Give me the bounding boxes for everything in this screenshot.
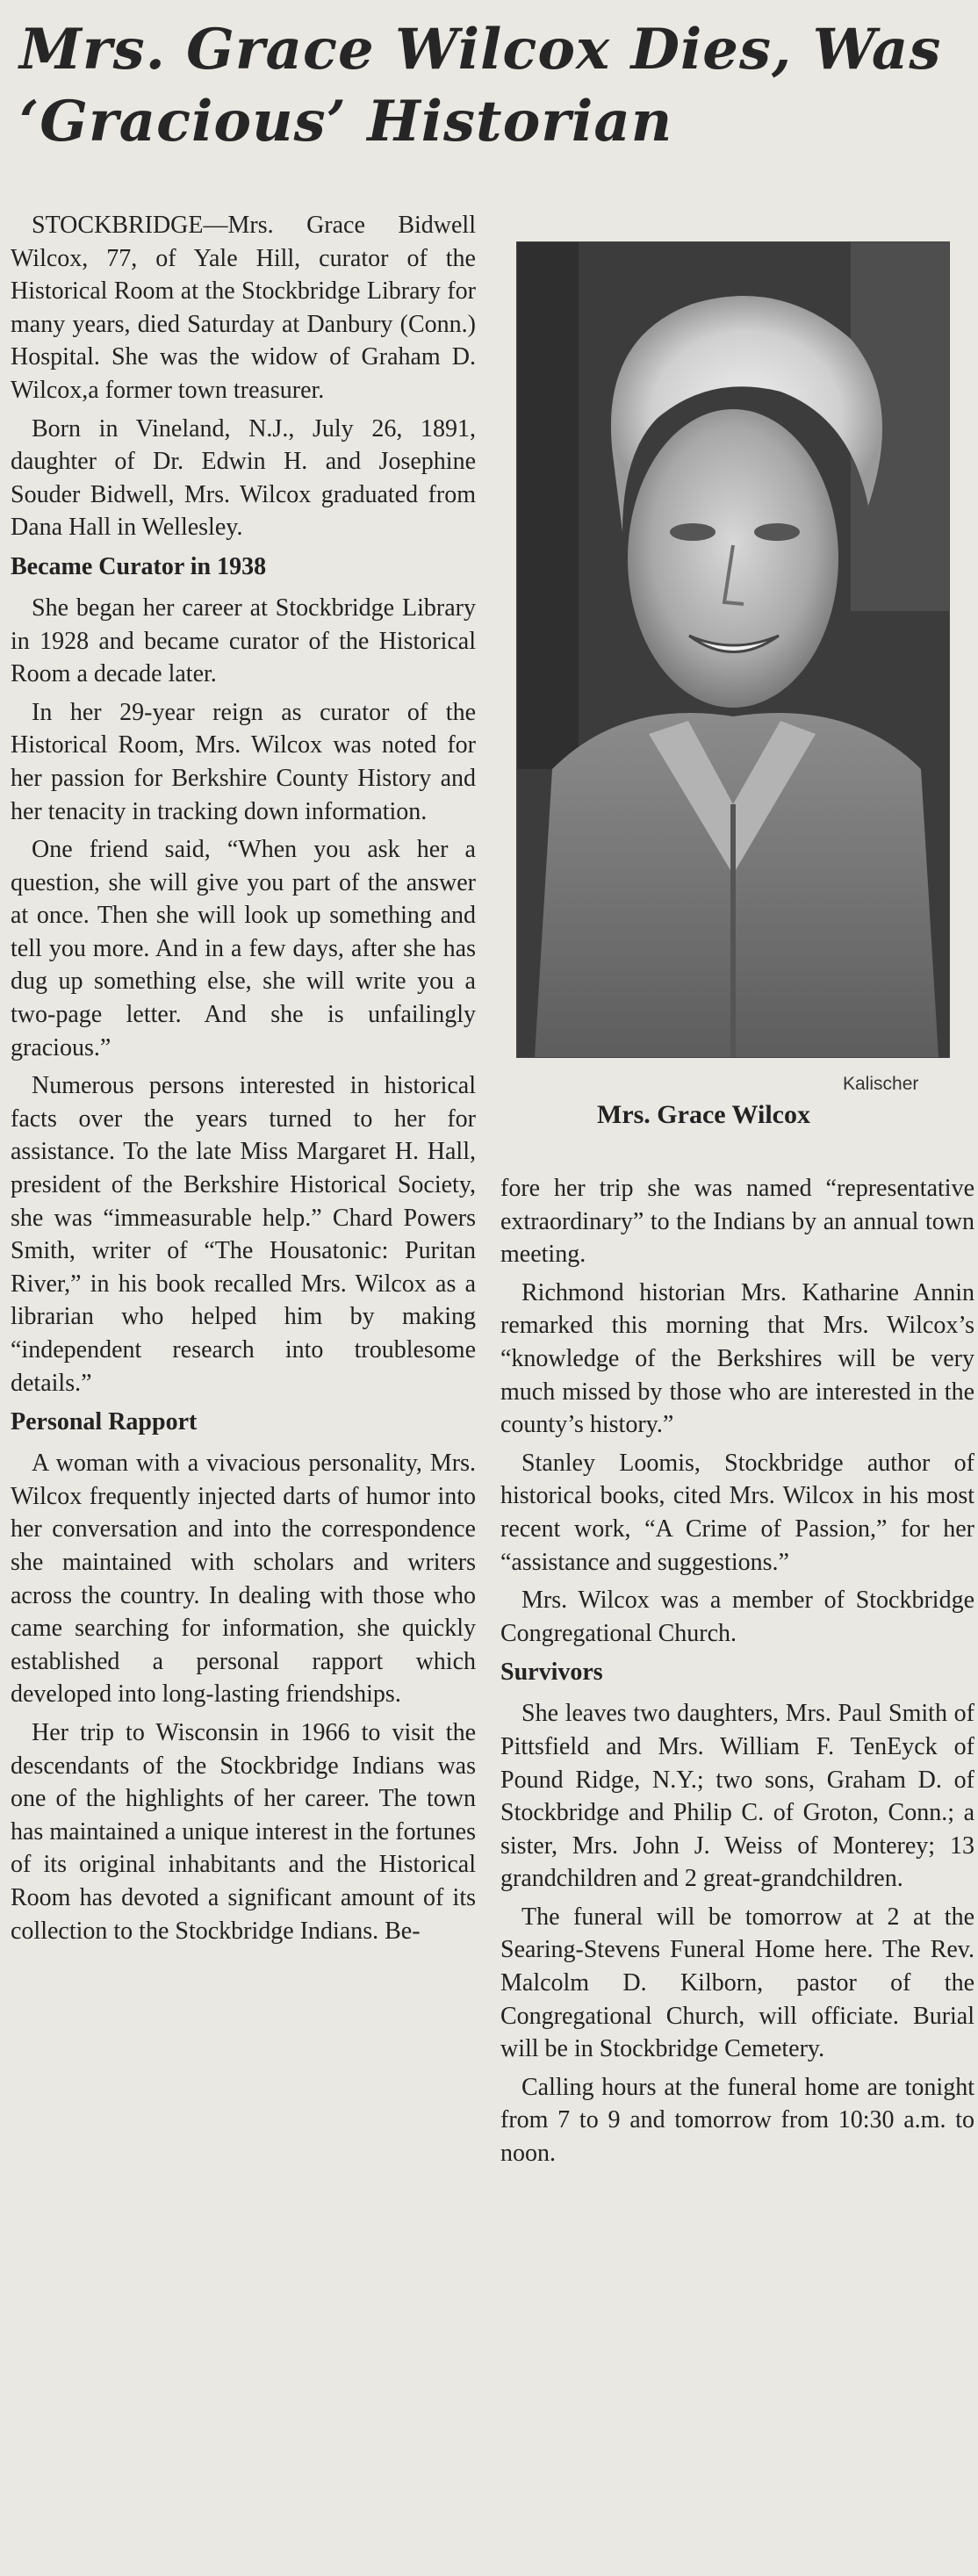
paragraph: Calling hours at the funeral home are tonight from 7 to 9 and tomorrow from 10:30 a.m. to noon. bbox=[500, 2073, 974, 2168]
paragraph: Numerous persons interested in historical facts over the years turned to her for assistance. To the late Miss Margaret H. Hall, president of the Berkshire Historical Society, she was “immeasurable help.” Chard Powers Smith, writer of “The Housatonic: Puritan River,” in his book recalled Mrs. Wilcox as a librarian who helped him by making “independent research into troublesome details.” bbox=[11, 1072, 476, 1397]
portrait-image bbox=[517, 242, 949, 1057]
photo-caption: Mrs. Grace Wilcox bbox=[597, 1100, 810, 1129]
headline: Mrs. Grace Wilcox Dies, Was ‘Gracious’ Historian bbox=[19, 17, 942, 155]
paragraph: STOCKBRIDGE—Mrs. Grace Bidwell Wilcox, 77, of Yale Hill, curator of the Historical Room at the Stockbridge Library for many years, died Saturday at Danbury (Conn.) Hospital. She was the widow of Graham D. Wilcox,a former town treasurer. bbox=[11, 212, 476, 404]
left-column bbox=[11, 209, 476, 1953]
paragraph: She began her career at Stockbridge Library in 1928 and became curator of the Historical Room a decade later. bbox=[11, 594, 476, 688]
photo-credit: Kalischer bbox=[843, 1074, 919, 1094]
paragraph: Mrs. Wilcox was a member of Stockbridge Congregational Church. bbox=[500, 1587, 974, 1647]
portrait-photo bbox=[516, 241, 950, 1058]
paragraph: Born in Vineland, N.J., July 26, 1891, daughter of Dr. Edwin H. and Josephine Souder Bidwell, Mrs. Wilcox graduated from Dana Hall in Wellesley. bbox=[11, 414, 476, 542]
paragraph: Her trip to Wisconsin in 1966 to visit the descendants of the Stockbridge Indians was one of the highlights of her career. The town has maintained a unique interest in the fortunes of its original inhabitants and the Historical Room has devoted a significant amount of its collection to the Stockbridge Indians. Be- bbox=[11, 1718, 476, 1945]
subheading: Survivors bbox=[500, 1659, 603, 1687]
paragraph: One friend said, “When you ask her a question, she will give you part of the answer at once. Then she will look up something and tell you more. And in a few days, after she has dug up something else, she will write you a two-page letter. And she is unfailingly gracious.” bbox=[11, 836, 476, 1061]
paragraph: She leaves two daughters, Mrs. Paul Smith of Pittsfield and Mrs. William F. TenEyck of Pound Ridge, N.Y.; two sons, Graham D. of Stockbridge and Philip C. of Groton, Conn.; a sister, Mrs. John J. Weiss of Monterey; 13 grandchildren and 2 great-grandchildren. bbox=[500, 1700, 974, 1893]
paragraph: Richmond historian Mrs. Katharine Annin remarked this morning that Mrs. Wilcox’s “knowledge of the Berkshires will be very much missed by those who are interested in the county’s history.” bbox=[500, 1278, 974, 1439]
paragraph: fore her trip she was named “representative extraordinary” to the Indians by an annual town meeting. bbox=[500, 1175, 974, 1269]
paragraph: A woman with a vivacious personality, Mrs. Wilcox frequently injected darts of humor into her conversation and into the correspondence she maintained with scholars and writers across the country. In dealing with those who came searching for information, she quickly established a personal rapport which developed into long-lasting friendships. bbox=[11, 1450, 476, 1709]
subheading: Personal Rapport bbox=[11, 1408, 198, 1436]
paragraph: Stanley Loomis, Stockbridge author of historical books, cited Mrs. Wilcox in his most recent work, “A Crime of Passion,” for her “assistance and suggestions.” bbox=[500, 1449, 974, 1576]
paragraph: In her 29-year reign as curator of the Historical Room, Mrs. Wilcox was noted for her passion for Berkshire County History and her tenacity in tracking down information. bbox=[11, 698, 476, 825]
subheading: Became Curator in 1938 bbox=[11, 552, 267, 580]
right-column bbox=[500, 1172, 974, 2176]
paragraph: The funeral will be tomorrow at 2 at the Searing-Stevens Funeral Home here. The Rev. Malcolm D. Kilborn, pastor of the Congregational Church, will officiate. Burial will be in Stockbridge Cemetery. bbox=[500, 1903, 974, 2063]
